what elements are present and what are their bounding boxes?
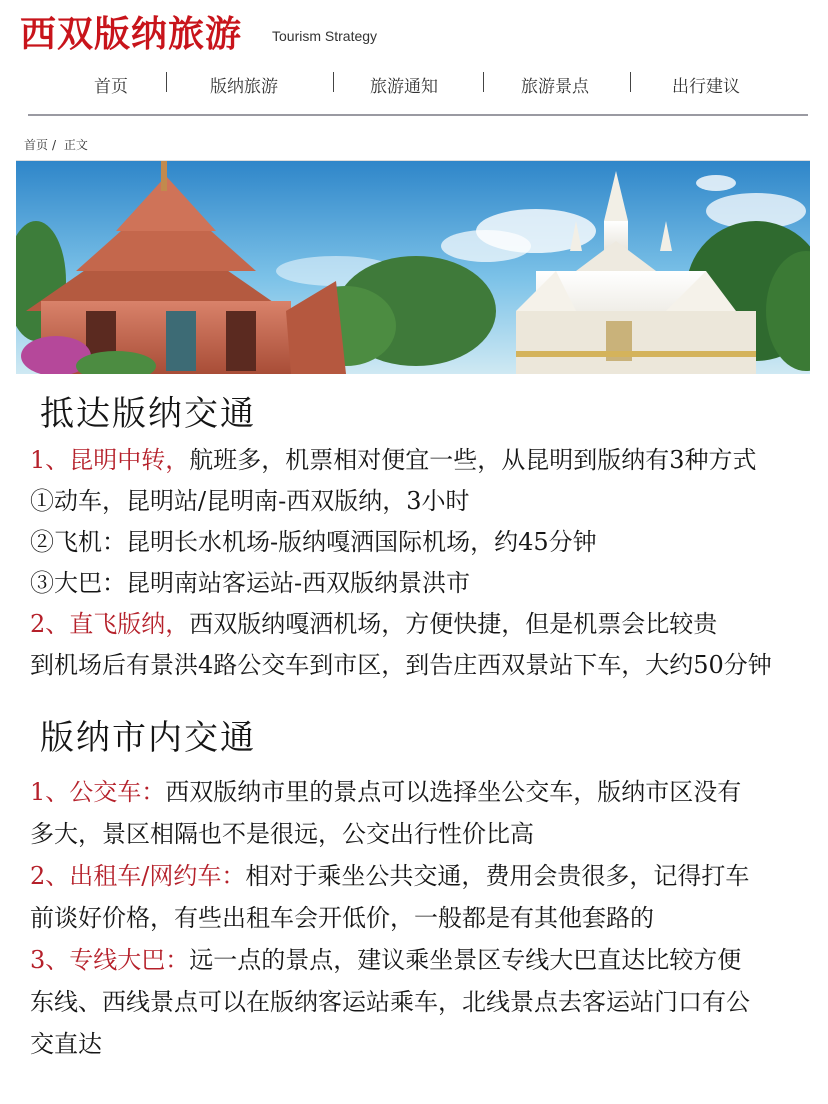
text-line — [30, 522, 597, 557]
line-text: 相对于乘坐公共交通，费用会贵很多，记得打车 — [245, 862, 750, 890]
text-line — [30, 940, 741, 975]
breadcrumb-home[interactable]: 首页 — [24, 138, 49, 152]
line-text: 东线、西线景点可以在版纳客运站乘车，北线景点去客运站门口有公 — [30, 988, 750, 1016]
text-line — [30, 481, 469, 516]
highlight-label: 1、昆明中转， — [30, 446, 190, 474]
nav-home[interactable]: 首页 — [94, 77, 128, 97]
text-line — [30, 645, 772, 680]
nav-separator — [630, 72, 631, 92]
text-line — [30, 604, 717, 639]
article-body — [0, 380, 828, 1100]
breadcrumb-separator: / — [52, 138, 57, 152]
main-nav — [20, 64, 808, 104]
line-text: 远一点的景点，建议乘坐景区专线大巴直达比较方便 — [189, 946, 742, 974]
text-line — [30, 856, 749, 891]
highlight-label: 1、公交车： — [30, 778, 166, 806]
text-line — [30, 1024, 102, 1059]
breadcrumb-current: 正文 — [63, 138, 88, 152]
nav-separator — [333, 72, 334, 92]
nav-travel-advice[interactable]: 出行建议 — [672, 77, 740, 97]
line-text: ①动车，昆明站/昆明南-西双版纳，3小时 — [30, 487, 470, 515]
nav-travel-notice[interactable]: 旅游通知 — [370, 77, 438, 97]
nav-divider — [28, 114, 808, 116]
breadcrumb — [24, 136, 92, 153]
site-header — [0, 0, 828, 60]
nav-attractions[interactable]: 旅游景点 — [521, 77, 589, 97]
highlight-label: 2、出租车/网约车： — [30, 862, 246, 890]
site-tagline: Tourism Strategy — [272, 28, 378, 44]
highlight-label: 2、直飞版纳， — [30, 610, 190, 638]
text-line — [30, 982, 750, 1017]
text-line — [30, 440, 757, 475]
hero-banner-image — [16, 160, 810, 374]
section-title-local: 版纳市内交通 — [40, 718, 256, 758]
line-text: ②飞机：昆明长水机场-版纳嘎洒国际机场，约45分钟 — [30, 528, 597, 556]
line-text: 交直达 — [30, 1030, 102, 1058]
line-text: 多大，景区相隔也不是很远，公交出行性价比高 — [30, 820, 534, 848]
line-text: 到机场后有景洪4路公交车到市区，到告庄西双景站下车，大约50分钟 — [30, 651, 772, 679]
highlight-label: 3、专线大巴： — [30, 946, 190, 974]
line-text: 西双版纳市里的景点可以选择坐公交车，版纳市区没有 — [165, 778, 742, 806]
text-line — [30, 814, 534, 849]
text-line — [30, 563, 470, 598]
line-text: 航班多，机票相对便宜一些，从昆明到版纳有3种方式 — [189, 446, 757, 474]
site-logo-title[interactable]: 西双版纳旅游 — [20, 14, 243, 55]
line-text: ③大巴：昆明南站客运站-西双版纳景洪市 — [30, 569, 471, 597]
nav-separator — [483, 72, 484, 92]
text-line — [30, 898, 654, 933]
section-title-arrival: 抵达版纳交通 — [40, 394, 256, 434]
text-line — [30, 772, 741, 807]
line-text: 西双版纳嘎洒机场，方便快捷，但是机票会比较贵 — [189, 610, 718, 638]
line-text: 前谈好价格，有些出租车会开低价，一般都是有其他套路的 — [30, 904, 654, 932]
nav-separator — [166, 72, 167, 92]
nav-banna-travel[interactable]: 版纳旅游 — [210, 77, 278, 97]
